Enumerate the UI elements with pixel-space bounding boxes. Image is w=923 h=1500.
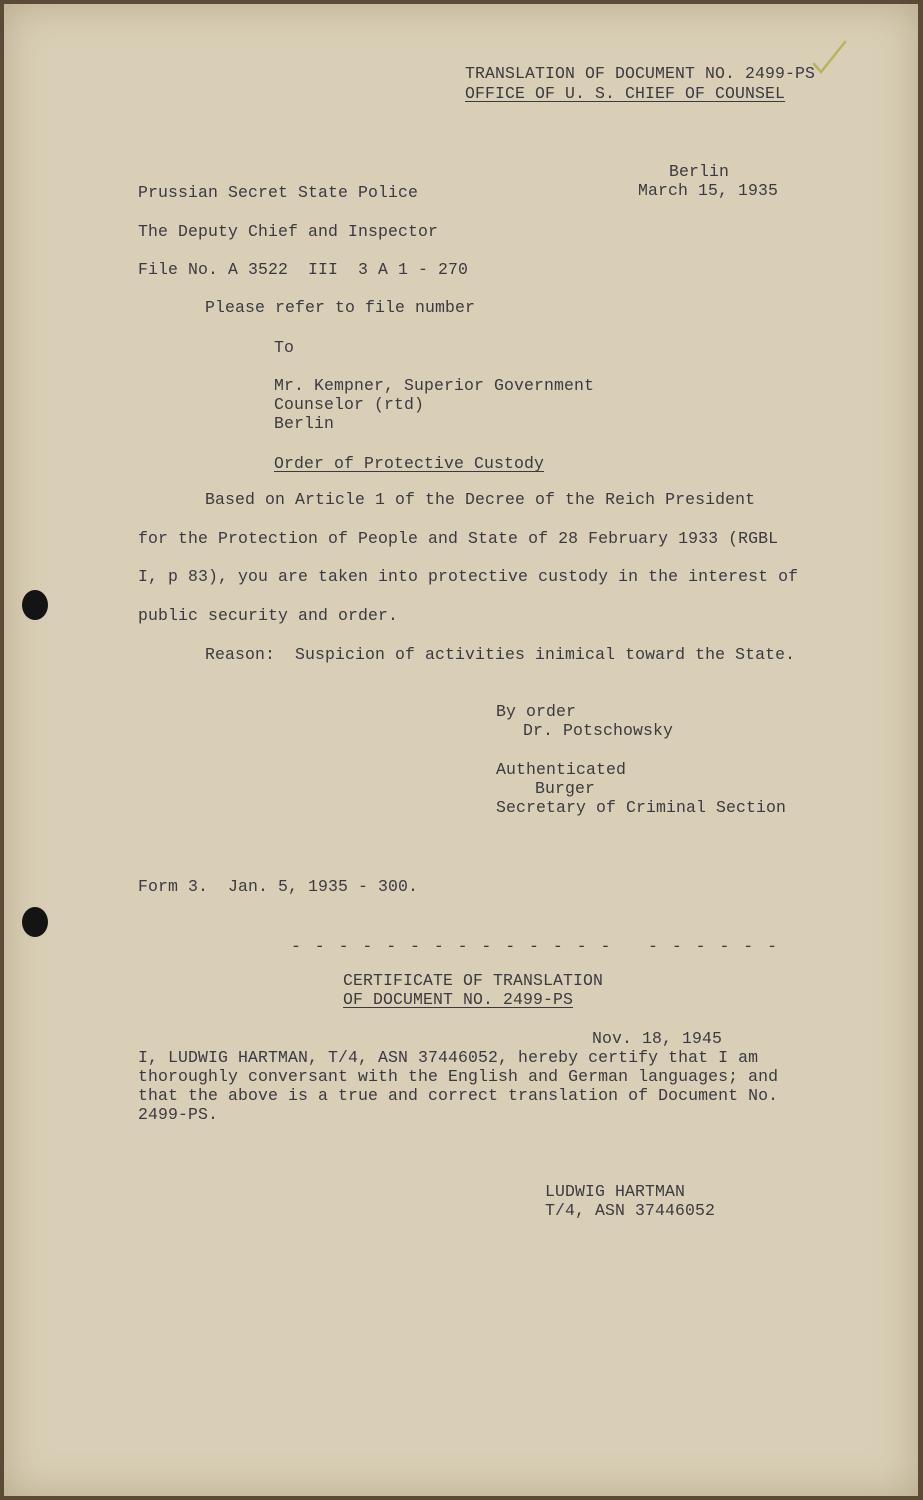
refer-note: Please refer to file number <box>205 298 476 317</box>
place: Berlin <box>669 162 730 181</box>
sender-agency: Prussian Secret State Police <box>138 183 419 202</box>
certificate-subtitle: OF DOCUMENT NO. 2499-PS <box>343 990 574 1009</box>
checkmark-icon <box>812 38 848 78</box>
translator-name: LUDWIG HARTMAN <box>545 1182 686 1201</box>
translator-rank: T/4, ASN 37446052 <box>545 1201 716 1220</box>
order-body-line: for the Protection of People and State of 28 February 1933 (RGBL <box>138 529 779 548</box>
order-body-line: Based on Article 1 of the Decree of the Reich President <box>205 490 756 509</box>
authenticator-name: Burger <box>535 779 596 798</box>
recipient-to: To <box>274 338 295 357</box>
order-body-line: I, p 83), you are taken into protective custody in the interest of <box>138 567 799 586</box>
certificate-date: Nov. 18, 1945 <box>592 1029 723 1048</box>
by-order: By order <box>496 702 577 721</box>
authenticator-title: Secretary of Criminal Section <box>496 798 787 817</box>
certificate-text-line: that the above is a true and correct translation of Document No. <box>138 1086 779 1105</box>
punch-hole <box>22 907 48 937</box>
sender-office: The Deputy Chief and Inspector <box>138 222 439 241</box>
certificate-title: CERTIFICATE OF TRANSLATION <box>343 971 604 990</box>
recipient-title: Counselor (rtd) <box>274 395 425 414</box>
file-number: File No. A 3522 III 3 A 1 - 270 <box>138 260 469 279</box>
order-reason: Reason: Suspicion of activities inimical toward the State. <box>205 645 796 664</box>
recipient-name: Mr. Kempner, Superior Government <box>274 376 595 395</box>
order-body-line: public security and order. <box>138 606 399 625</box>
letter-date: March 15, 1935 <box>638 181 779 200</box>
divider: - - - - - - - - - - - - - - - - - - - - <box>291 937 779 956</box>
certificate-text-line: thoroughly conversant with the English and German languages; and <box>138 1067 779 1086</box>
punch-hole <box>22 590 48 620</box>
authenticated-label: Authenticated <box>496 760 627 779</box>
header-office: OFFICE OF U. S. CHIEF OF COUNSEL <box>465 84 786 103</box>
certificate-text-line: 2499-PS. <box>138 1105 219 1124</box>
order-title: Order of Protective Custody <box>274 454 545 473</box>
signer-name: Dr. Potschowsky <box>523 721 674 740</box>
header-title: TRANSLATION OF DOCUMENT NO. 2499-PS <box>465 64 816 83</box>
form-line: Form 3. Jan. 5, 1935 - 300. <box>138 877 419 896</box>
recipient-city: Berlin <box>274 414 335 433</box>
certificate-text-line: I, LUDWIG HARTMAN, T/4, ASN 37446052, hereby certify that I am <box>138 1048 759 1067</box>
document-page <box>4 4 918 1496</box>
